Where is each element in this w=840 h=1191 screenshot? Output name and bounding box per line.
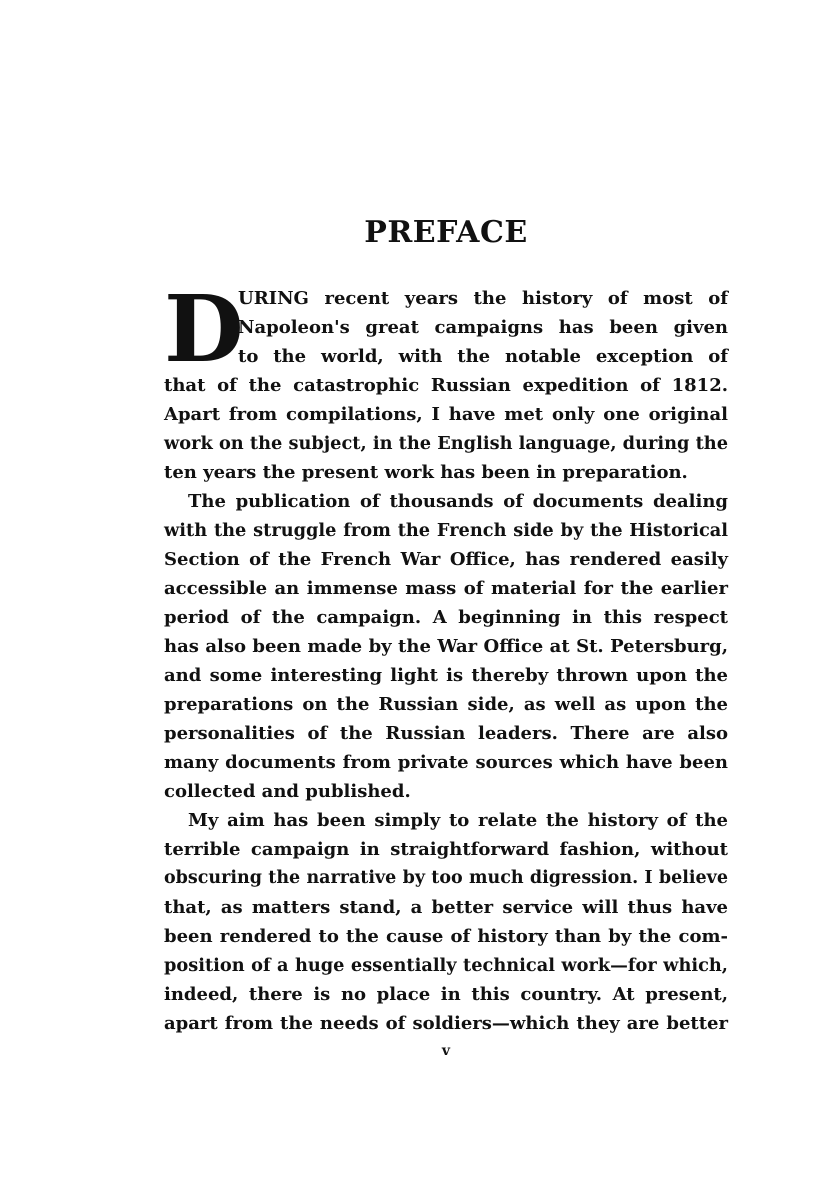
text-line: has also been made by the War Office at St. Petersburg, [164, 636, 728, 657]
text-line: ten years the present work has been in preparation. [164, 462, 688, 483]
book-page [164, 0, 728, 1191]
drop-cap: D [164, 275, 244, 383]
text-line: many documents from private sources which have been [164, 752, 728, 773]
text-line: URING recent years the history of most of [238, 288, 728, 309]
text-line: been rendered to the cause of history than by the com- [164, 926, 728, 947]
text-line: obscuring the narrative by too much digression. I believe [164, 868, 728, 888]
text-line: apart from the needs of soldiers—which they are better [164, 1013, 728, 1034]
text-line: position of a huge essentially technical work—for which, [164, 955, 728, 976]
preface-body [164, 275, 728, 1038]
text-line: Apart from compilations, I have met only one original [164, 404, 728, 425]
page-number: v [441, 1043, 451, 1059]
text-line: period of the campaign. A beginning in this respect [164, 607, 728, 628]
text-line: with the struggle from the French side by the Historical [164, 520, 728, 541]
text-line: accessible an immense mass of material for the earlier [164, 578, 728, 599]
text-line: Section of the French War Office, has rendered easily [164, 549, 728, 570]
text-line: and some interesting light is thereby thrown upon the [164, 665, 728, 686]
text-line: personalities of the Russian leaders. There are also [164, 723, 728, 744]
text-line: that of the catastrophic Russian expedition of 1812. [164, 375, 728, 396]
text-line: indeed, there is no place in this country. At present, [164, 984, 728, 1005]
text-line: work on the subject, in the English language, during the [164, 433, 728, 454]
text-line: collected and published. [164, 781, 411, 802]
text-line: My aim has been simply to relate the history of the [188, 810, 728, 831]
page-title: PREFACE [364, 215, 528, 250]
text-line: preparations on the Russian side, as well as upon the [164, 694, 728, 715]
text-line: The publication of thousands of documents dealing [188, 491, 728, 512]
text-line: to the world, with the notable exception of [238, 346, 728, 367]
text-line: that, as matters stand, a better service will thus have [164, 897, 728, 918]
text-line: terrible campaign in straightforward fashion, without [164, 839, 728, 860]
text-line: Napoleon's great campaigns has been given [238, 317, 728, 338]
